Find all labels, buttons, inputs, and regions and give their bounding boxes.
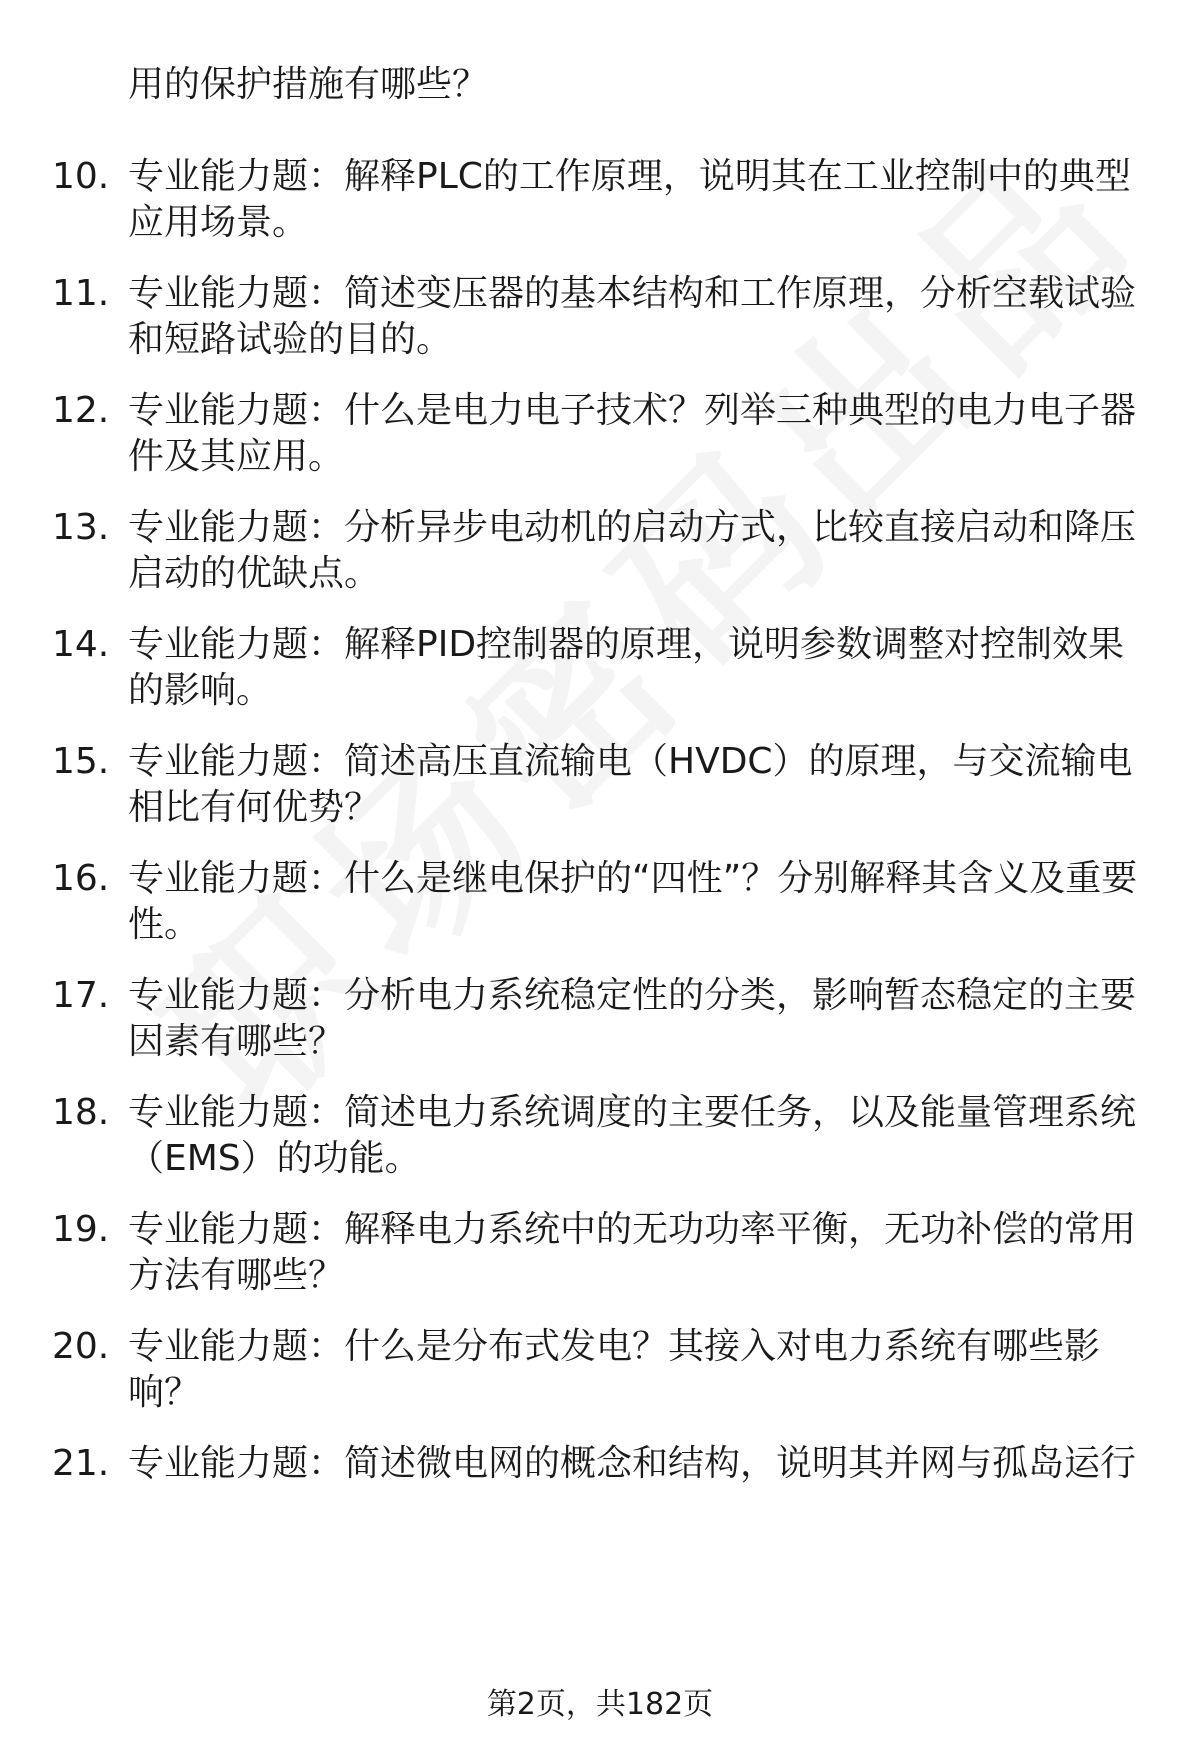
list-item: [0, 856, 1200, 973]
item-number: 17.: [52, 975, 110, 1016]
list-item: [0, 388, 1200, 505]
item-text: 专业能力题：什么是电力电子技术？列举三种典型的电力电子器件及其应用。: [128, 390, 1137, 477]
item-text: 专业能力题：简述高压直流输电（HVDC）的原理，与交流输电相比有何优势？: [128, 741, 1133, 828]
list-item: [0, 622, 1200, 739]
item-text: 专业能力题：简述变压器的基本结构和工作原理，分析空载试验和短路试验的目的。: [128, 273, 1137, 360]
list-item: [0, 1207, 1200, 1324]
item-text: 专业能力题：什么是分布式发电？其接入对电力系统有哪些影响？: [128, 1326, 1101, 1413]
list-item: [0, 973, 1200, 1090]
question-list: [0, 154, 1200, 1558]
item-text: 专业能力题：分析异步电动机的启动方式，比较直接启动和降压启动的优缺点。: [128, 507, 1137, 594]
list-item: [0, 1441, 1200, 1558]
list-item: [0, 505, 1200, 622]
page-footer: 第2页，共182页: [486, 1687, 714, 1722]
item-number: 14.: [52, 624, 110, 665]
item-text: 专业能力题：什么是继电保护的“四性”？分别解释其含义及重要性。: [128, 858, 1138, 945]
item-number: 16.: [52, 858, 110, 899]
list-item: [0, 1090, 1200, 1207]
item-number: 15.: [52, 741, 110, 782]
list-item: [0, 154, 1200, 271]
list-item: [0, 271, 1200, 388]
item-text: 专业能力题：简述微电网的概念和结构，说明其并网与孤岛运行: [128, 1443, 1137, 1484]
item-number: 21.: [52, 1443, 110, 1484]
item-text: 专业能力题：简述电力系统调度的主要任务，以及能量管理系统（EMS）的功能。: [128, 1092, 1137, 1179]
item-number: 19.: [52, 1209, 110, 1250]
item-text: 专业能力题：解释PID控制器的原理，说明参数调整对控制效果的影响。: [128, 624, 1125, 711]
item-number: 20.: [52, 1326, 110, 1367]
item-text: 专业能力题：分析电力系统稳定性的分类，影响暂态稳定的主要因素有哪些？: [128, 975, 1137, 1062]
list-item: [0, 1324, 1200, 1441]
continuation-text: 用的保护措施有哪些？: [128, 64, 489, 105]
item-number: 18.: [52, 1092, 110, 1133]
item-number: 10.: [52, 156, 110, 197]
item-number: 13.: [52, 507, 110, 548]
item-text: 专业能力题：解释PLC的工作原理，说明其在工业控制中的典型应用场景。: [128, 156, 1131, 243]
item-number: 12.: [52, 390, 110, 431]
item-text: 专业能力题：解释电力系统中的无功功率平衡，无功补偿的常用方法有哪些？: [128, 1209, 1137, 1296]
list-item: [0, 739, 1200, 856]
item-number: 11.: [52, 273, 110, 314]
